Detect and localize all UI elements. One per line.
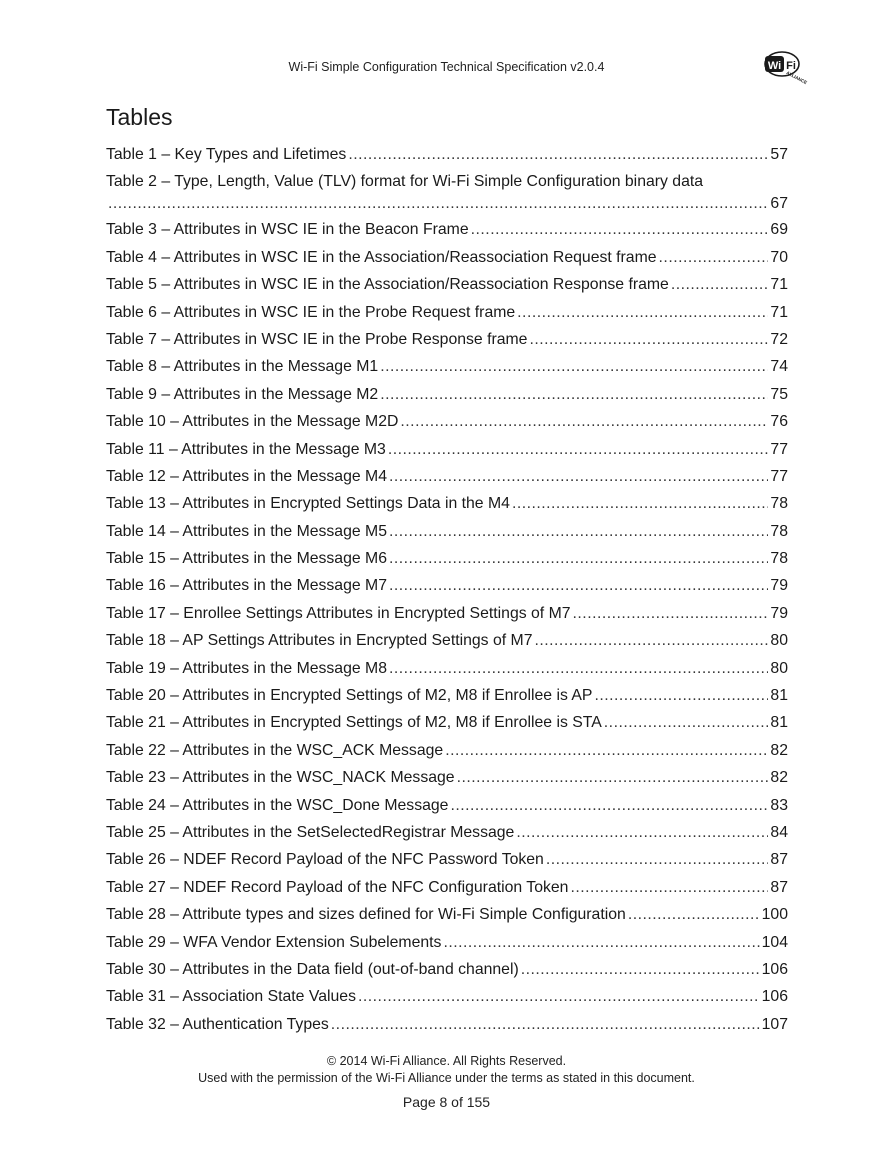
toc-entry-page: 100 xyxy=(761,906,788,924)
toc-entry[interactable] xyxy=(106,956,788,983)
toc-entry-title: Table 11 – Attributes in the Message M3 xyxy=(106,440,386,458)
toc-entry-title: Table 15 – Attributes in the Message M6 xyxy=(106,550,387,568)
toc-entry[interactable] xyxy=(106,709,788,736)
toc-entry-page: 81 xyxy=(770,714,788,732)
dot-leader xyxy=(389,518,768,545)
toc-entry[interactable] xyxy=(106,764,788,791)
toc-entry-title: Table 22 – Attributes in the WSC_ACK Message xyxy=(106,741,444,759)
toc-entry-page: 79 xyxy=(770,577,788,595)
dot-leader xyxy=(348,141,768,168)
svg-text:ALLIANCE: ALLIANCE xyxy=(785,70,808,86)
toc-entry-title: Table 31 – Association State Values xyxy=(106,988,356,1006)
toc-entry-page: 78 xyxy=(770,495,788,513)
toc-entry-page: 83 xyxy=(770,796,788,814)
footer-permission: Used with the permission of the Wi-Fi Alliance under the terms as stated in this document. xyxy=(198,1071,695,1085)
toc-entry[interactable] xyxy=(106,901,788,928)
toc-entry-title: Table 29 – WFA Vendor Extension Subelements xyxy=(106,933,442,951)
dot-leader xyxy=(380,381,768,408)
dot-leader xyxy=(389,572,768,599)
toc-entry[interactable] xyxy=(106,682,788,709)
dot-leader xyxy=(512,490,768,517)
footer-copyright: © 2014 Wi-Fi Alliance. All Rights Reserved. xyxy=(326,1054,567,1068)
toc-entry-title: Table 23 – Attributes in the WSC_NACK Message xyxy=(106,769,455,787)
dot-leader xyxy=(457,764,769,791)
toc-entry[interactable] xyxy=(106,983,788,1010)
toc-entry[interactable] xyxy=(106,216,788,243)
toc-entry-title: Table 21 – Attributes in Encrypted Settings of M2, M8 if Enrollee is STA xyxy=(106,714,602,732)
dot-leader xyxy=(521,956,760,983)
toc-entry[interactable] xyxy=(106,381,788,408)
toc-entry-page: 84 xyxy=(770,823,788,841)
toc-entry-page: 82 xyxy=(770,741,788,759)
dot-leader xyxy=(517,299,768,326)
toc-entry-page: 80 xyxy=(770,632,788,650)
dot-leader xyxy=(573,600,769,627)
toc-entry-page: 77 xyxy=(770,467,788,485)
toc-entry-title: Table 8 – Attributes in the Message M1 xyxy=(106,358,379,376)
toc-entry-page: 107 xyxy=(761,1015,788,1033)
dot-leader xyxy=(570,874,768,901)
toc-entry-title: Table 10 – Attributes in the Message M2D xyxy=(106,413,399,431)
dot-leader xyxy=(628,901,760,928)
dot-leader xyxy=(443,929,759,956)
dot-leader xyxy=(389,545,768,572)
toc-entry[interactable] xyxy=(106,326,788,353)
section-title: Tables xyxy=(106,104,173,130)
toc-entry[interactable] xyxy=(106,518,788,545)
toc-entry-title: Table 12 – Attributes in the Message M4 xyxy=(106,467,387,485)
toc-entry-title: Table 7 – Attributes in WSC IE in the Probe Response frame xyxy=(106,330,528,348)
dot-leader xyxy=(534,627,768,654)
dot-leader xyxy=(594,682,768,709)
toc-entry[interactable] xyxy=(106,463,788,490)
toc-entry[interactable] xyxy=(106,600,788,627)
toc-entry-page: 74 xyxy=(770,358,788,376)
toc-entry-page: 82 xyxy=(770,769,788,787)
svg-text:Wi: Wi xyxy=(767,60,782,72)
toc-entry[interactable] xyxy=(106,572,788,599)
toc-entry-title: Table 28 – Attribute types and sizes defined for Wi-Fi Simple Configuration xyxy=(106,906,626,924)
dot-leader xyxy=(380,353,768,380)
toc-entry[interactable] xyxy=(106,846,788,873)
toc-entry[interactable] xyxy=(106,299,788,326)
toc-entry-page: 71 xyxy=(770,303,788,321)
toc-entry-page: 78 xyxy=(770,550,788,568)
dot-leader xyxy=(529,326,768,353)
toc-entry-title: Table 1 – Key Types and Lifetimes xyxy=(106,146,347,163)
toc-entry[interactable] xyxy=(106,244,788,271)
toc-entry[interactable] xyxy=(106,819,788,846)
document-header-title: Wi-Fi Simple Configuration Technical Specification v2.0.4 xyxy=(288,60,605,74)
dot-leader xyxy=(389,655,768,682)
dot-leader xyxy=(471,216,769,243)
toc-entry-title: Table 4 – Attributes in WSC IE in the Association/Reassociation Request frame xyxy=(106,248,657,266)
toc-entry[interactable] xyxy=(106,655,788,682)
toc-entry-title: Table 17 – Enrollee Settings Attributes in Encrypted Settings of M7 xyxy=(106,604,571,622)
toc-entry[interactable] xyxy=(106,737,788,764)
toc-entry-page: 69 xyxy=(770,221,788,239)
toc-entry-title: Table 18 – AP Settings Attributes in Encrypted Settings of M7 xyxy=(106,632,533,650)
toc-entry-title: Table 6 – Attributes in WSC IE in the Probe Request frame xyxy=(106,303,516,321)
toc-entry-title: Table 19 – Attributes in the Message M8 xyxy=(106,659,387,677)
toc-entry-page: 104 xyxy=(761,933,788,951)
toc-entry[interactable] xyxy=(106,1011,788,1038)
toc-entry[interactable] xyxy=(106,141,788,168)
toc-entry-title: Table 3 – Attributes in WSC IE in the Beacon Frame xyxy=(106,221,469,239)
toc-entry-title: Table 9 – Attributes in the Message M2 xyxy=(106,385,379,403)
dot-leader xyxy=(358,983,760,1010)
toc-entry-page: 72 xyxy=(770,330,788,348)
toc-entry-page: 106 xyxy=(761,988,788,1006)
toc-entry[interactable] xyxy=(106,436,788,463)
toc-entry-title: Table 16 – Attributes in the Message M7 xyxy=(106,577,387,595)
toc-entry-title: Table 5 – Attributes in WSC IE in the Association/Reassociation Response frame xyxy=(106,276,669,294)
toc-entry[interactable] xyxy=(106,490,788,517)
toc-entry-title: Table 14 – Attributes in the Message M5 xyxy=(106,522,387,540)
dot-leader xyxy=(108,191,768,216)
toc-entry-page: 87 xyxy=(770,878,788,896)
toc-entry-title: Table 13 – Attributes in Encrypted Settings Data in the M4 xyxy=(106,495,510,513)
toc-entry[interactable] xyxy=(106,271,788,298)
toc-entry-page: 67 xyxy=(770,195,788,213)
toc-entry-title: Table 30 – Attributes in the Data field (out-of-band channel) xyxy=(106,960,519,978)
dot-leader xyxy=(516,819,768,846)
toc-entry-page: 79 xyxy=(770,604,788,622)
toc-entry-page: 70 xyxy=(770,248,788,266)
svg-text:Fi: Fi xyxy=(786,60,796,72)
page-number: Page 8 of 155 xyxy=(402,1094,491,1110)
dot-leader xyxy=(389,463,768,490)
toc-entry-title: Table 27 – NDEF Record Payload of the NFC Configuration Token xyxy=(106,878,569,896)
toc-entry[interactable] xyxy=(106,545,788,572)
toc-entry[interactable] xyxy=(106,168,788,216)
dot-leader xyxy=(331,1011,760,1038)
toc-entry-title: Table 24 – Attributes in the WSC_Done Message xyxy=(106,796,449,814)
table-of-contents-list xyxy=(106,141,788,1038)
dot-leader xyxy=(400,408,768,435)
dot-leader xyxy=(671,271,769,298)
toc-entry[interactable] xyxy=(106,627,788,654)
toc-entry-page: 77 xyxy=(770,440,788,458)
dot-leader xyxy=(445,737,768,764)
toc-entry-page: 76 xyxy=(770,413,788,431)
wifi-alliance-logo xyxy=(758,48,814,88)
toc-entry-page: 71 xyxy=(770,276,788,294)
toc-entry-page: 87 xyxy=(770,851,788,869)
toc-entry-title: Table 26 – NDEF Record Payload of the NFC Password Token xyxy=(106,851,544,869)
dot-leader xyxy=(546,846,769,873)
toc-entry[interactable] xyxy=(106,792,788,819)
dot-leader xyxy=(604,709,769,736)
toc-entry-title: Table 2 – Type, Length, Value (TLV) format for Wi-Fi Simple Configuration binary data xyxy=(106,173,704,191)
toc-entry-page: 57 xyxy=(770,146,788,163)
toc-entry[interactable] xyxy=(106,353,788,380)
toc-entry[interactable] xyxy=(106,929,788,956)
toc-entry[interactable] xyxy=(106,408,788,435)
toc-entry-page: 80 xyxy=(770,659,788,677)
toc-entry-page: 106 xyxy=(761,960,788,978)
toc-entry-title: Table 25 – Attributes in the SetSelectedRegistrar Message xyxy=(106,823,515,841)
toc-entry[interactable] xyxy=(106,874,788,901)
dot-leader xyxy=(659,244,769,271)
dot-leader xyxy=(388,436,769,463)
toc-entry-page: 75 xyxy=(770,385,788,403)
toc-entry-page: 81 xyxy=(770,687,788,705)
dot-leader xyxy=(450,792,768,819)
toc-entry-title: Table 20 – Attributes in Encrypted Settings of M2, M8 if Enrollee is AP xyxy=(106,687,593,705)
toc-entry-page: 78 xyxy=(770,522,788,540)
toc-entry-title: Table 32 – Authentication Types xyxy=(106,1015,329,1033)
